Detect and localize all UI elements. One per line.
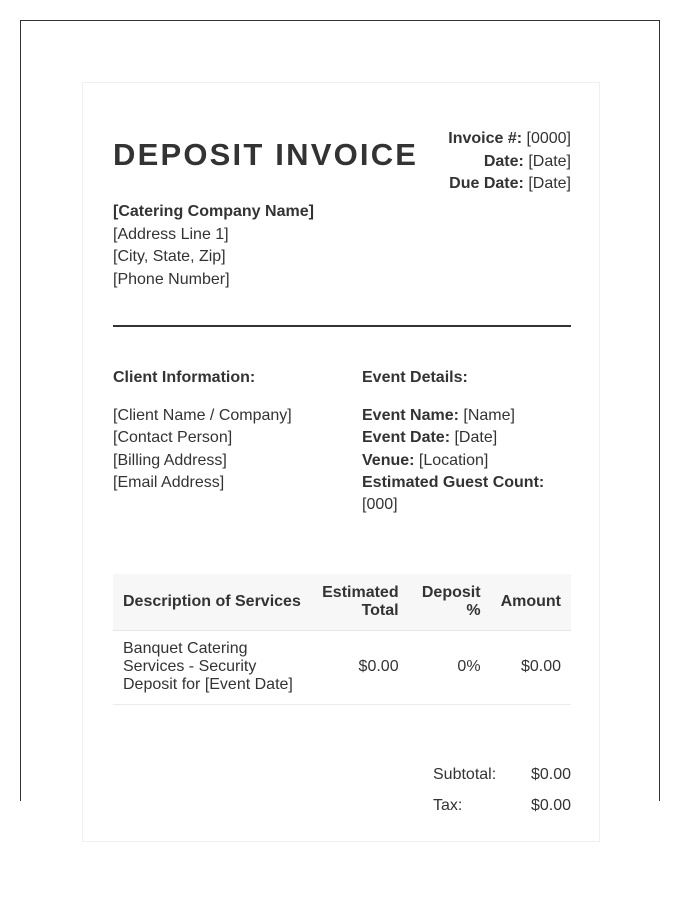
guest-count-label: Estimated Guest Count: bbox=[362, 473, 545, 491]
invoice-date-value: [Date] bbox=[528, 152, 571, 170]
event-heading: Event Details: bbox=[362, 369, 468, 386]
invoice-page bbox=[82, 82, 600, 842]
row-amount: $0.00 bbox=[491, 631, 571, 705]
row-deposit-percent: 0% bbox=[409, 631, 491, 705]
row-estimated-total: $0.00 bbox=[312, 631, 408, 705]
client-name: [Client Name / Company] bbox=[113, 407, 292, 424]
event-date-label: Event Date: bbox=[362, 429, 451, 447]
services-table bbox=[113, 574, 571, 705]
event-name-label: Event Name: bbox=[362, 407, 459, 424]
invoice-number-row bbox=[448, 128, 571, 151]
tax-label: Tax: bbox=[433, 797, 463, 814]
header-divider bbox=[113, 325, 571, 327]
company-address-line: [Address Line 1] bbox=[113, 225, 229, 243]
due-date-row bbox=[448, 173, 571, 196]
header-estimated-total: Estimated Total bbox=[312, 574, 408, 631]
row-description: Banquet Catering Services - Security Deposit for [Event Date] bbox=[113, 631, 312, 705]
venue-row bbox=[362, 450, 571, 472]
invoice-title: DEPOSIT INVOICE bbox=[113, 137, 419, 172]
tax-value: $0.00 bbox=[530, 797, 571, 814]
company-phone: [Phone Number] bbox=[113, 270, 230, 288]
header-amount: Amount bbox=[491, 574, 571, 631]
client-billing-address: [Billing Address] bbox=[113, 451, 227, 469]
table-row bbox=[113, 631, 571, 705]
company-info bbox=[113, 201, 314, 291]
tax-row bbox=[433, 790, 571, 821]
guest-count-row bbox=[362, 472, 571, 517]
invoice-number-value: [0000] bbox=[526, 130, 571, 147]
client-heading: Client Information: bbox=[113, 369, 256, 386]
document-frame bbox=[20, 20, 660, 814]
header-deposit-percent: Deposit % bbox=[409, 574, 491, 631]
invoice-date-row bbox=[448, 151, 571, 174]
client-information bbox=[113, 367, 353, 494]
event-date-value: [Date] bbox=[454, 429, 498, 447]
due-date-label: Due Date: bbox=[449, 175, 524, 192]
header-description: Description of Services bbox=[113, 574, 312, 631]
event-details bbox=[362, 367, 571, 516]
client-email: [Email Address] bbox=[113, 473, 225, 491]
event-name-row bbox=[362, 405, 571, 427]
invoice-number-label: Invoice #: bbox=[448, 130, 523, 147]
event-date-row bbox=[362, 427, 571, 449]
guest-count-value: [000] bbox=[362, 496, 398, 514]
company-city-line: [City, State, Zip] bbox=[113, 248, 226, 265]
invoice-meta bbox=[448, 128, 571, 196]
subtotal-value: $0.00 bbox=[530, 766, 571, 783]
event-name-value: [Name] bbox=[463, 407, 515, 424]
venue-value: [Location] bbox=[418, 451, 489, 469]
invoice-date-label: Date: bbox=[483, 152, 524, 170]
due-date-value: [Date] bbox=[528, 175, 571, 192]
client-contact: [Contact Person] bbox=[113, 429, 233, 447]
table-header-row bbox=[113, 574, 571, 631]
subtotal-label: Subtotal: bbox=[433, 766, 497, 783]
subtotal-row bbox=[433, 759, 571, 790]
totals-section bbox=[433, 759, 571, 821]
venue-label: Venue: bbox=[362, 451, 415, 469]
company-name: [Catering Company Name] bbox=[113, 203, 314, 220]
